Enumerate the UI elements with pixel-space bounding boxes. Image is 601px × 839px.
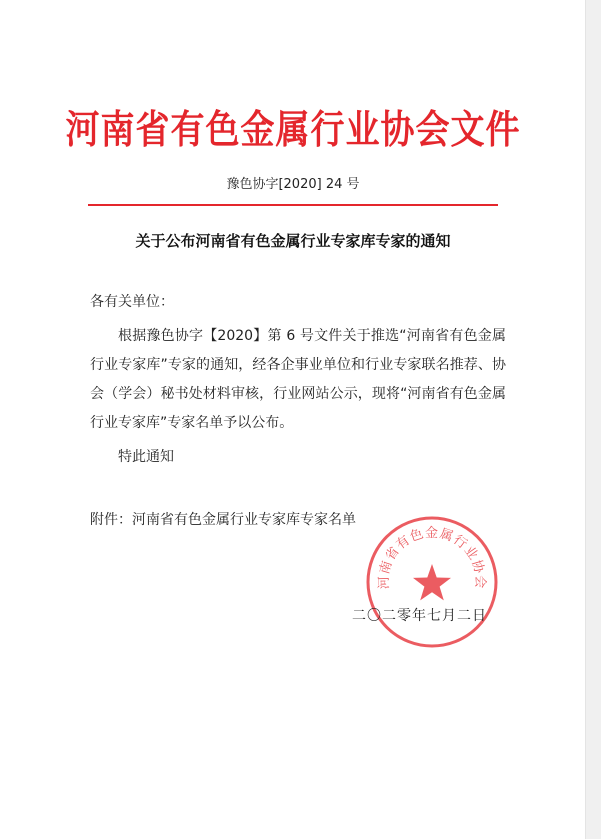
star-icon (413, 564, 451, 600)
header-divider (88, 204, 498, 206)
signing-date: 二〇二零年七月二日 (352, 608, 487, 624)
salutation: 各有关单位： (90, 294, 174, 310)
body-paragraph: 根据豫色协字【2020】第 6 号文件关于推选“河南省有色金属行业专家库”专家的通知，经各企事业单位和行业专家联名推荐、协会（学会）秘书处材料审核，行业网站公示，现将“河南省有色金属行业专家库”专家名单予以公布。 (90, 328, 506, 431)
document-title: 关于公布河南省有色金属行业专家库专家的通知 (135, 232, 451, 250)
seal-text: 河南省有色金属行业协会 (376, 525, 488, 590)
document-header: 河南省有色金属行业协会文件 (65, 107, 521, 154)
viewer-scrollbar[interactable] (585, 0, 601, 839)
attachment-line: 附件：河南省有色金属行业专家库专家名单 (90, 512, 356, 528)
document-number: 豫色协字[2020] 24 号 (226, 177, 360, 192)
closing-line: 特此通知 (118, 449, 174, 465)
official-seal (362, 512, 502, 652)
